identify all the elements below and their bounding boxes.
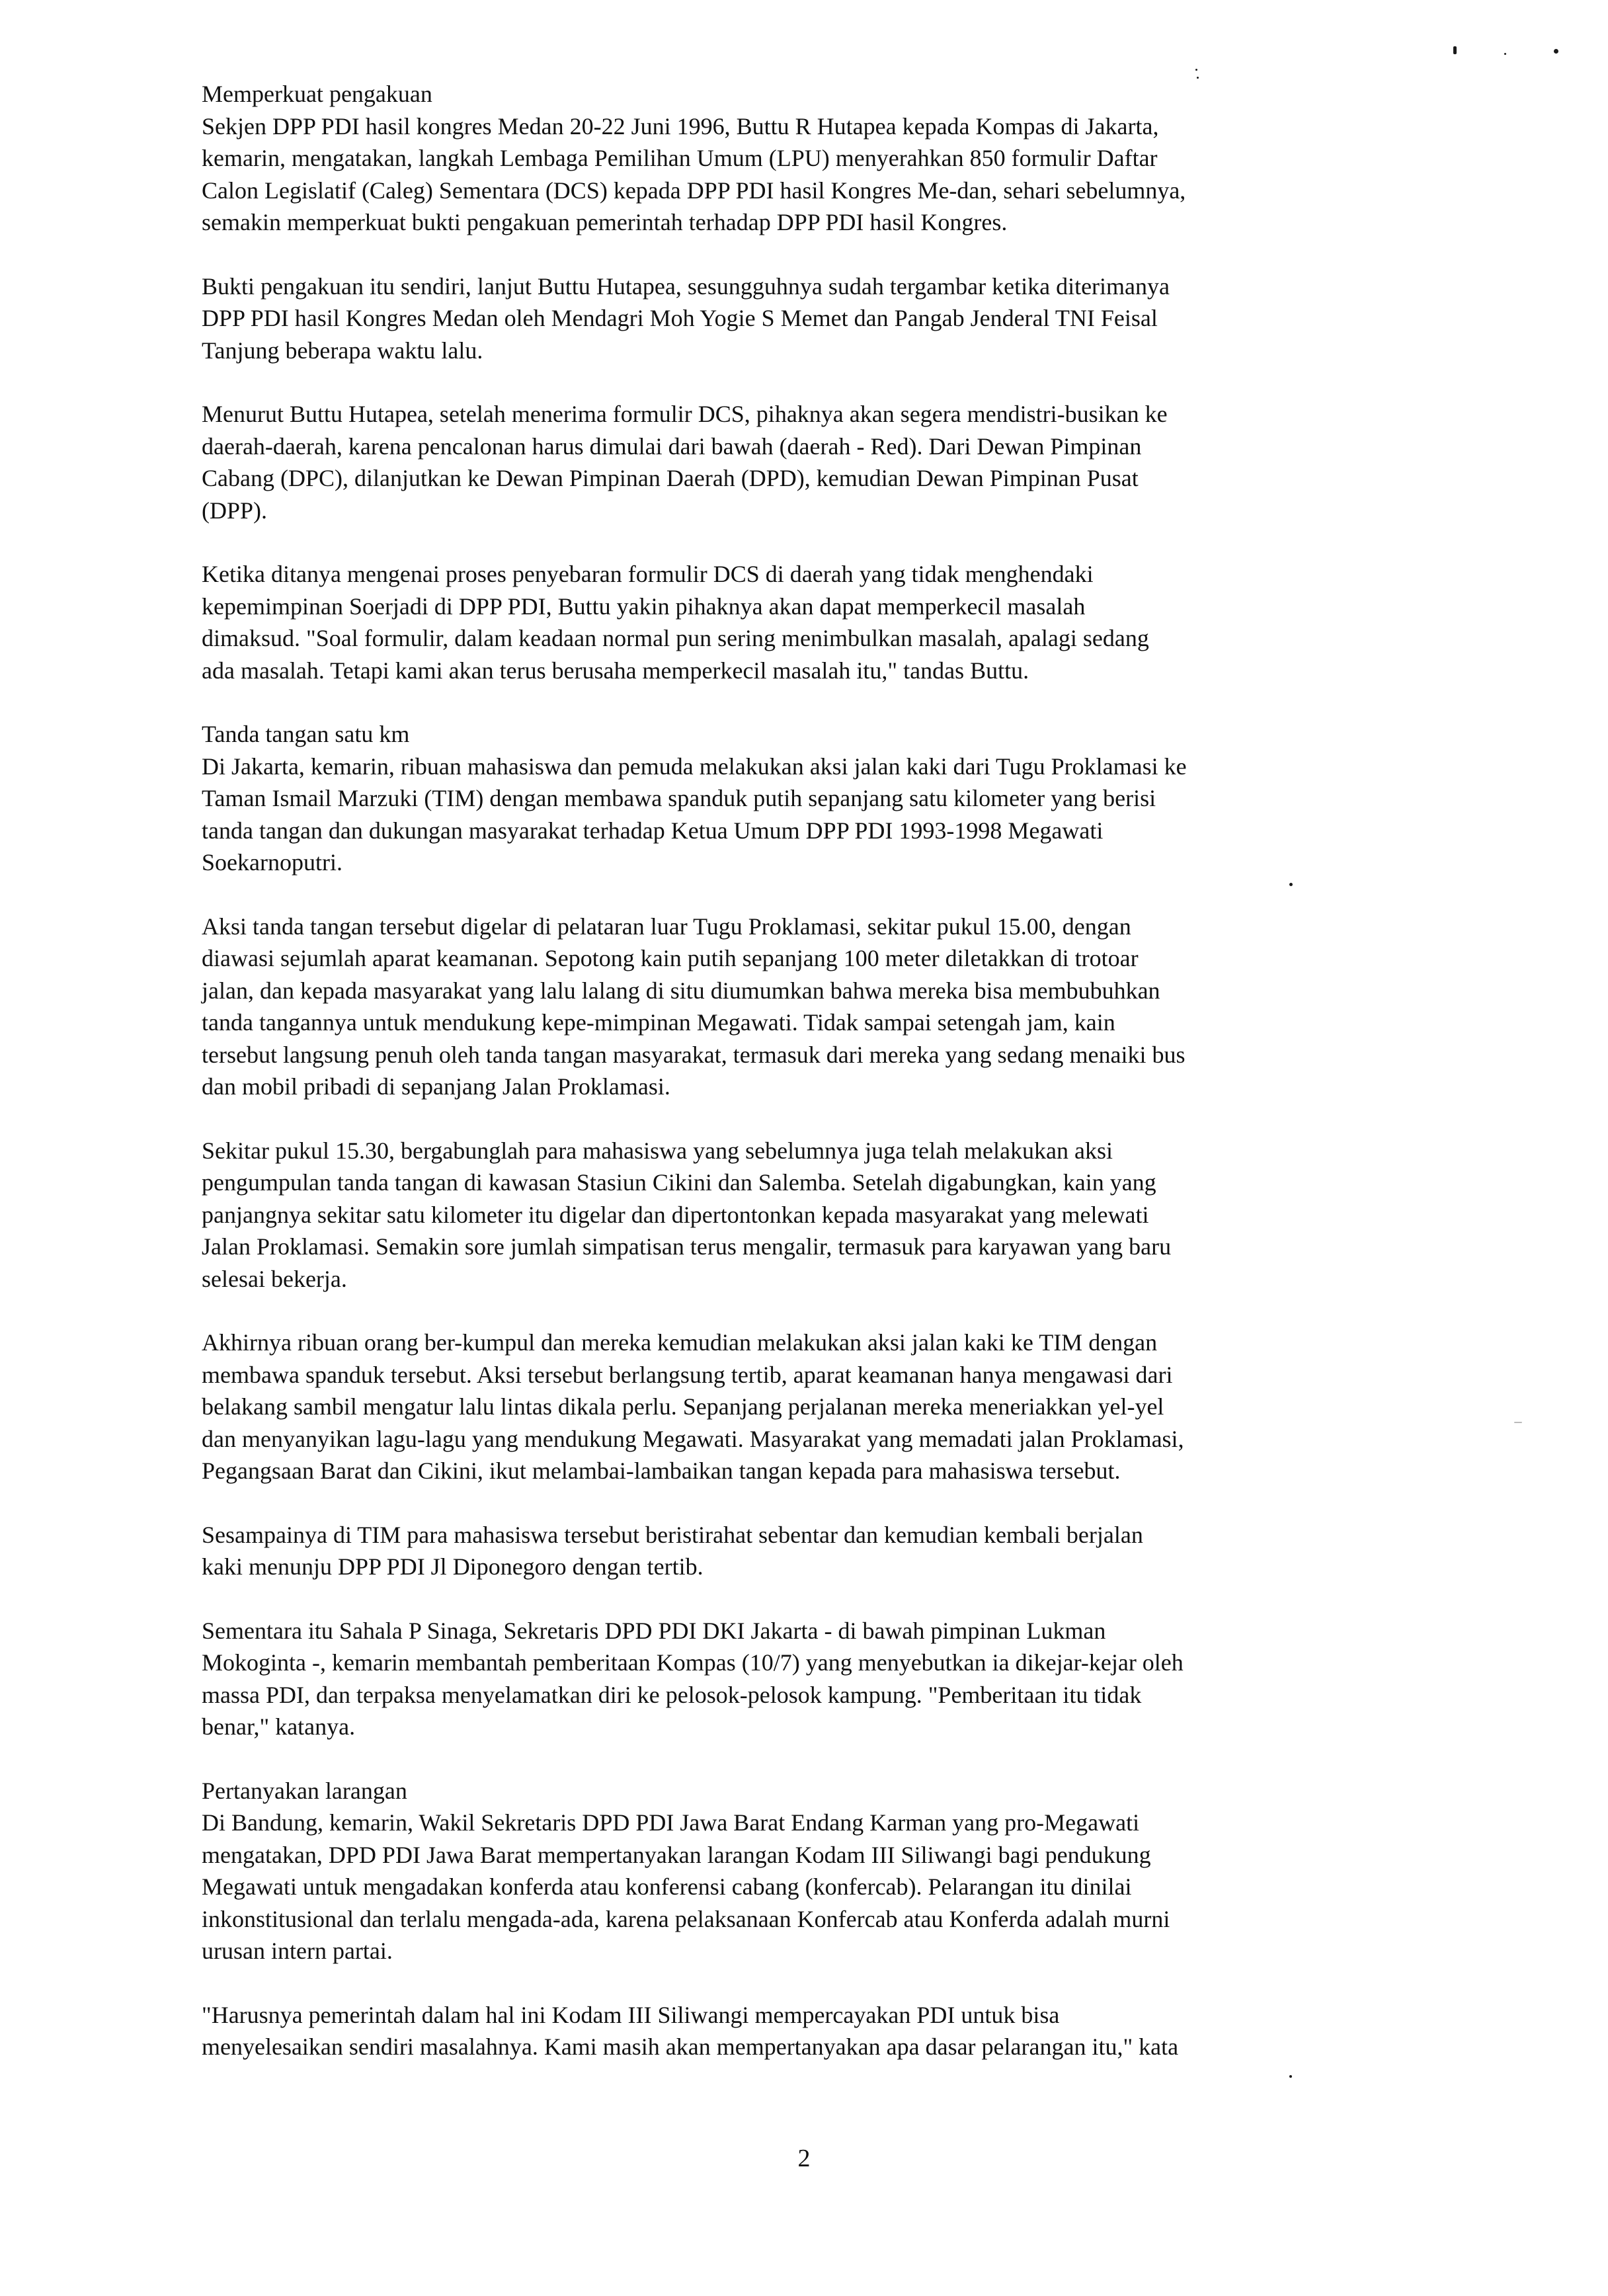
paragraph: Di Jakarta, kemarin, ribuan mahasiswa dan pemuda melakukan aksi jalan kaki dari Tugu Proklamasi ke Taman Ismail Marzuki (TIM) dengan membawa spanduk putih sepanjang satu kilometer yang berisi tanda tangan dan dukungan masyarakat terhadap Ketua Umum DPP PDI 1993-1998 Megawati Soekarnoputri. (202, 753, 1187, 876)
paragraph: Di Bandung, kemarin, Wakil Sekretaris DPD PDI Jawa Barat Endang Karman yang pro-Megawati mengatakan, DPD PDI Jawa Barat mempertanyakan larangan Kodam III Siliwangi bagi pendukung Megawati untuk mengadakan konferda atau konferensi cabang (konfercab). Pelarangan itu dinilai inkonstitusional dan terlalu mengada-ada, karena pelaksanaan Konfercab atau Konferda adalah murni urusan intern partai. (202, 1809, 1170, 1964)
scan-speck (1504, 53, 1506, 55)
paragraph: Sementara itu Sahala P Sinaga, Sekretaris DPD PDI DKI Jakarta - di bawah pimpinan Lukman Mokoginta -, kemarin membantah pemberitaan Kompas (10/7) yang menyebutkan ia dikejar-kejar oleh massa PDI, dan terpaksa menyelamatkan diri ke pelosok-pelosok kampung. "Pemberitaan itu tidak benar," katanya. (202, 1617, 1184, 1740)
paragraph: Sekitar pukul 15.30, bergabunglah para mahasiswa yang sebelumnya juga telah melakukan aksi pengumpulan tanda tangan di kawasan Stasiun Cikini dan Salemba. Setelah digabungkan, kain yang panjangnya sekitar satu kilometer itu digelar dan dipertontonkan kepada masyarakat yang melewati Jalan Proklamasi. Semakin sore jumlah simpatisan terus mengalir, termasuk para karyawan yang baru selesai bekerja. (202, 1137, 1172, 1292)
scan-speck (1197, 77, 1199, 79)
scan-speck (1453, 46, 1457, 54)
paragraph: Sekjen DPP PDI hasil kongres Medan 20-22 Juni 1996, Buttu R Hutapea kepada Kompas di Jakarta, kemarin, mengatakan, langkah Lembaga Pemilihan Umum (LPU) menyerahkan 850 formulir Daftar Calon Legislatif (Caleg) Sementara (DCS) kepada DPP PDI hasil Kongres Me-dan, sehari sebelumnya, semakin memperkuat bukti pengakuan pemerintah terhadap DPP PDI hasil Kongres. (202, 112, 1186, 235)
subheading-tanda-tangan: Tanda tangan satu km (202, 721, 410, 747)
paragraph: Menurut Buttu Hutapea, setelah menerima formulir DCS, pihaknya akan segera mendistri-busikan ke daerah-daerah, karena pencalonan harus dimulai dari bawah (daerah - Red). Dari Dewan Pimpinan Cabang (DPC), dilanjutkan ke Dewan Pimpinan Daerah (DPD), kemudian Dewan Pimpinan Pusat (DPP). (202, 401, 1168, 524)
scan-speck (1289, 883, 1293, 886)
paragraph: "Harusnya pemerintah dalam hal ini Kodam III Siliwangi mempercayakan PDI untuk bisa menyelesaikan sendiri masalahnya. Kami masih akan mempertanyakan apa dasar pelarangan itu," kata (202, 2001, 1179, 2060)
article-body (202, 78, 1425, 2063)
paragraph: Sesampainya di TIM para mahasiswa tersebut beristirahat sebentar dan kemudian kembali berjalan kaki menunju DPP PDI Jl Diponegoro dengan tertib. (202, 1521, 1143, 1580)
paragraph: Ketika ditanya mengenai proses penyebaran formulir DCS di daerah yang tidak menghendaki kepemimpinan Soerjadi di DPP PDI, Buttu yakin pihaknya akan dapat memperkecil masalah dimaksud. "Soal formulir, dalam keadaan normal pun sering menimbulkan masalah, apalagi sedang ada masalah. Tetapi kami akan terus berusaha memperkecil masalah itu," tandas Buttu. (202, 561, 1149, 684)
subheading-pertanyakan-larangan: Pertanyakan larangan (202, 1777, 407, 1804)
paragraph: Bukti pengakuan itu sendiri, lanjut Buttu Hutapea, sesungguhnya sudah tergambar ketika diterimanya DPP PDI hasil Kongres Medan oleh Mendagri Moh Yogie S Memet dan Pangab Jenderal TNI Feisal Tanjung beberapa waktu lalu. (202, 272, 1170, 364)
paragraph: Akhirnya ribuan orang ber-kumpul dan mereka kemudian melakukan aksi jalan kaki ke TIM dengan membawa spanduk tersebut. Aksi tersebut berlangsung tertib, aparat keamanan hanya mengawasi dari belakang sambil mengatur lalu lintas dikala perlu. Sepanjang perjalanan mereka meneriakkan yel-yel dan menyanyikan lagu-lagu yang mendukung Megawati. Masyarakat yang memadati jalan Proklamasi, Pegangsaan Barat dan Cikini, ikut melambai-lambaikan tangan kepada para mahasiswa tersebut. (202, 1329, 1184, 1484)
scan-speck (1289, 2075, 1292, 2078)
scan-speck (1195, 69, 1197, 71)
scan-speck (1554, 49, 1558, 54)
scan-speck (1514, 1422, 1522, 1423)
paragraph: Aksi tanda tangan tersebut digelar di pelataran luar Tugu Proklamasi, sekitar pukul 15.00, dengan diawasi sejumlah aparat keamanan. Sepotong kain putih sepanjang 100 meter diletakkan di trotoar jalan, dan kepada masyarakat yang lalu lalang di situ diumumkan bahwa mereka bisa membubuhkan tanda tangannya untuk mendukung kepe-mimpinan Megawati. Tidak sampai setengah jam, kain tersebut langsung penuh oleh tanda tangan masyarakat, termasuk dari mereka yang sedang menaiki bus dan mobil pribadi di sepanjang Jalan Proklamasi. (202, 913, 1186, 1100)
subheading-memperkuat-pengakuan: Memperkuat pengakuan (202, 81, 432, 107)
page-number: 2 (797, 2145, 811, 2172)
